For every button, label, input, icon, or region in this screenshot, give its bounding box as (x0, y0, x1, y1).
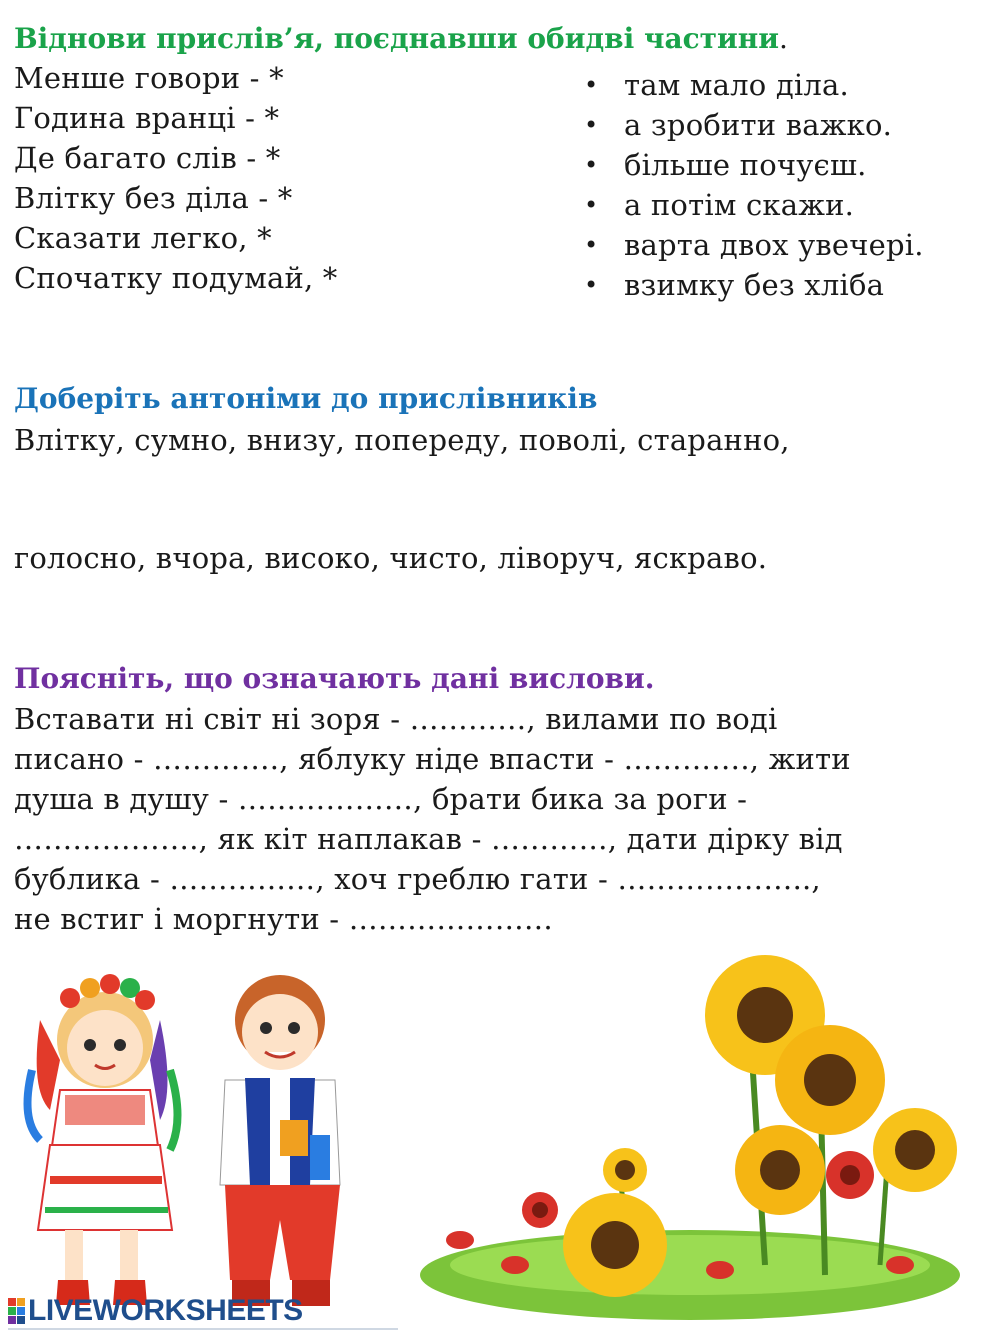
sunflowers-illustration (420, 945, 980, 1320)
sunflower-medium (775, 1025, 885, 1135)
proverb-ending: варта двох увечері. (624, 228, 924, 262)
liveworksheets-logo[interactable] (8, 1294, 303, 1328)
proverb-ending: а зробити важко. (624, 108, 893, 142)
sunflower-right (873, 1108, 957, 1192)
proverb-ending-item[interactable] (584, 265, 924, 305)
bullet-dot-icon: • (584, 191, 599, 219)
section1-heading-dot: . (779, 22, 788, 55)
proverb-beginnings-list (14, 58, 338, 298)
proverb-ending-item[interactable] (584, 185, 924, 225)
logo-text: LIVEWORKSHEETS (28, 1294, 303, 1327)
sunflower-small (603, 1148, 647, 1192)
bullet-dot-icon: • (584, 111, 599, 139)
liveworksheets-logo-icon (8, 1298, 26, 1324)
adverbs-line-1: Влітку, сумно, внизу, попереду, поволі, старанно, (14, 423, 790, 457)
bullet-dot-icon: • (584, 271, 599, 299)
proverb-ending-item[interactable] (584, 105, 924, 145)
girl-figure (28, 974, 178, 1305)
logo-underline (8, 1328, 398, 1330)
expressions-line: писано - …………., яблуку ніде впасти - …………., жити (14, 742, 851, 776)
expressions-line: душа в душу - ………………, брати бика за роги - (14, 782, 748, 816)
adverbs-line-2: голосно, вчора, високо, чисто, ліворуч, яскраво. (14, 541, 768, 575)
proverb-beginning[interactable]: Спочатку подумай, * (14, 261, 338, 295)
section2-heading: Доберіть антоніми до прислівників (14, 382, 598, 415)
ukrainian-children-illustration (10, 960, 370, 1320)
proverb-ending-item[interactable] (584, 65, 924, 105)
sunflower-bottom (563, 1193, 667, 1297)
expressions-paragraph (14, 699, 851, 939)
expressions-line: не встиг і моргнути - ………………… (14, 902, 554, 936)
bullet-dot-icon: • (584, 231, 599, 259)
section1-heading (14, 22, 788, 56)
bullet-dot-icon: • (584, 71, 599, 99)
expressions-line: Вставати ні світ ні зоря - …………, вилами по воді (14, 702, 778, 736)
proverb-endings-list (584, 65, 924, 305)
proverb-beginning[interactable]: Влітку без діла - * (14, 181, 293, 215)
proverb-ending: а потім скажи. (624, 188, 855, 222)
proverb-beginning[interactable]: Де багато слів - * (14, 141, 281, 175)
section1-heading-text: Віднови прислів’я, поєднавши обидві частини (14, 22, 780, 55)
expressions-line: бублика - ……………, хоч греблю гати - ……………….., (14, 862, 821, 896)
expressions-line: ………………., як кіт наплакав - …………, дати дірку від (14, 822, 843, 856)
proverb-ending-item[interactable] (584, 145, 924, 185)
proverb-ending-item[interactable] (584, 225, 924, 265)
bullet-dot-icon: • (584, 151, 599, 179)
proverb-ending: там мало діла. (624, 68, 849, 102)
proverb-beginning[interactable]: Година вранці - * (14, 101, 280, 135)
section3-heading: Поясніть, що означають дані вислови. (14, 662, 655, 695)
proverb-beginning[interactable]: Менше говори - * (14, 61, 284, 95)
proverb-ending: взимку без хліба (624, 268, 885, 302)
boy-figure (220, 975, 340, 1306)
proverb-ending: більше почуєш. (624, 148, 867, 182)
proverb-beginning[interactable]: Сказати легко, * (14, 221, 272, 255)
sunflower-lower (735, 1125, 825, 1215)
